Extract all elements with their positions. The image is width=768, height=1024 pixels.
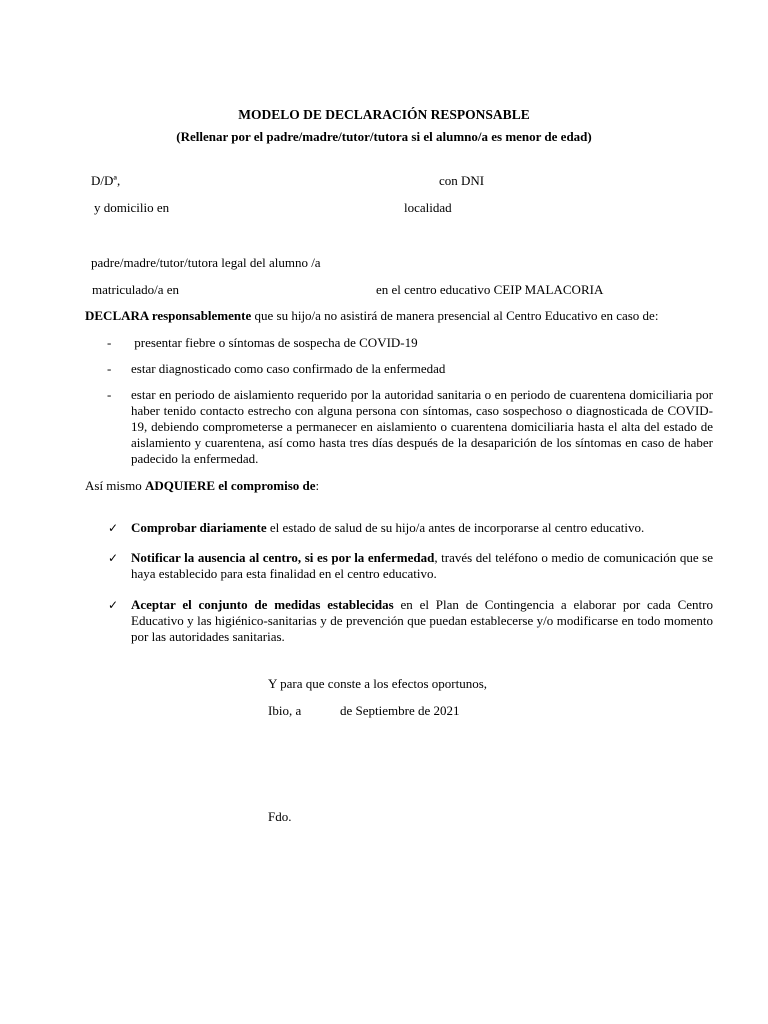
declaration-line <box>85 308 658 324</box>
enrolled-field-label: matriculado/a en <box>92 282 179 297</box>
condition-bullet: - <box>107 387 112 402</box>
condition-bullet: - <box>107 335 112 350</box>
condition-bullet: - <box>107 361 112 376</box>
address-field-label: y domicilio en <box>94 200 170 215</box>
commitment-item <box>131 550 713 582</box>
commitment-intro-pre: Así mismo <box>85 478 145 493</box>
commitment-text: en el Plan de Contingencia a elaborar por cada Centro Educativo y las higiénico-sanitarias y de prevención que puedan establecerse y/o modificarse en todo momento por las autoridades sanitarias. <box>131 597 713 644</box>
commitment-bold: Notificar la ausencia al centro, si es por la enfermedad <box>131 550 435 565</box>
commitment-bold: Aceptar el conjunto de medidas establecidas <box>131 597 394 612</box>
declaration-bold: DECLARA responsablemente <box>85 308 252 323</box>
commitment-intro-bold: ADQUIERE el compromiso de <box>144 478 316 493</box>
commitment-intro-post: : <box>315 478 320 493</box>
school-field-label: en el centro educativo CEIP MALACORIA <box>376 282 604 297</box>
checkmark-icon: ✓ <box>108 551 119 565</box>
condition-item: presentar fiebre o síntomas de sospecha de COVID-19 <box>131 335 418 350</box>
commitment-text: el estado de salud de su hijo/a antes de incorporarse al centro educativo. <box>266 520 645 535</box>
declaration-text: que su hijo/a no asistirá de manera presencial al Centro Educativo en caso de: <box>251 308 659 323</box>
document-subtitle: (Rellenar por el padre/madre/tutor/tutora si el alumno/a es menor de edad) <box>176 129 592 144</box>
closing-date: de Septiembre de 2021 <box>340 703 460 718</box>
commitment-item <box>131 520 713 536</box>
dni-field-label: con DNI <box>439 173 485 188</box>
commitment-text: , través del teléfono o medio de comunicación que se haya establecido para esta finalidad en el centro educativo. <box>131 550 713 581</box>
checkmark-icon: ✓ <box>108 598 119 612</box>
locality-field-label: localidad <box>404 200 452 215</box>
signature-label: Fdo. <box>268 809 292 824</box>
guardian-field-label: padre/madre/tutor/tutora legal del alumno /a <box>91 255 321 270</box>
name-field-label: D/Dª, <box>91 173 121 188</box>
closing-effects: Y para que conste a los efectos oportunos, <box>268 676 488 691</box>
condition-item: estar diagnosticado como caso confirmado de la enfermedad <box>131 361 446 376</box>
checkmark-icon: ✓ <box>108 521 119 535</box>
closing-place: Ibio, a <box>268 703 302 718</box>
commitment-bold: Comprobar diariamente <box>131 520 267 535</box>
commitment-intro <box>85 478 319 494</box>
condition-item: estar en periodo de aislamiento requerido por la autoridad sanitaria o en periodo de cuarentena domiciliaria por haber tenido contacto estrecho con alguna persona con síntomas, caso sospechoso o diagnosticada de COVID-19, debiendo comprometerse a permanecer en aislamiento o cuarentena domiciliaria hasta el alta del estado de aislamiento y cuarentena, así como hasta tres días después de la desaparición de los síntomas en caso de haber padecido la enfermedad. <box>131 387 713 466</box>
document-title: MODELO DE DECLARACIÓN RESPONSABLE <box>238 107 530 122</box>
commitment-item <box>131 597 713 645</box>
